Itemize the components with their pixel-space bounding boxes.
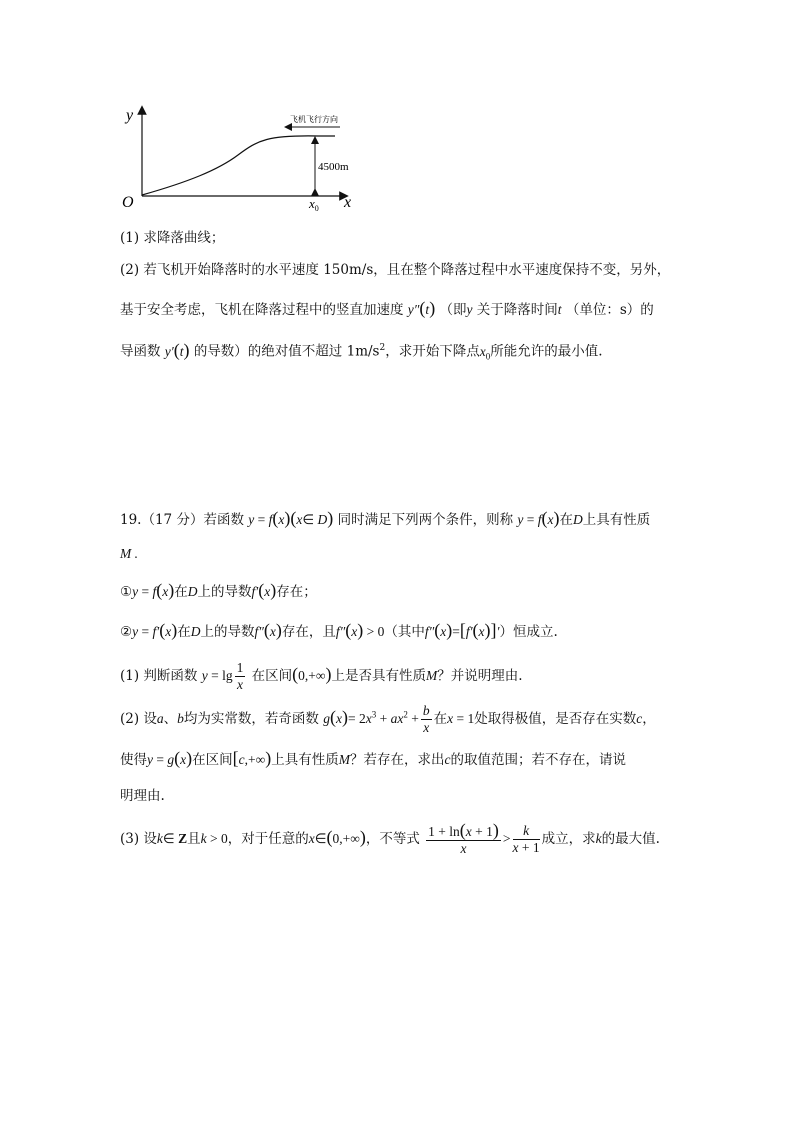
height-label: 4500m	[318, 161, 349, 173]
q19-intro: 19.（17 分）若函数 y = f(x)(x∈ D) 同时满足下列两个条件，则称 y = f(x)在D上具有性质	[120, 508, 651, 528]
origin-label: O	[122, 194, 134, 211]
x-axis-label: x	[344, 194, 352, 211]
q19-condition1: ①y = f(x)在D上的导数f′(x)存在；	[120, 580, 317, 600]
x0-label: $x_0$	[309, 196, 319, 213]
q18-part1: (1) 求降落曲线；	[120, 230, 225, 246]
descent-curve-figure	[118, 100, 368, 215]
direction-label: 飞机飞行方向	[290, 115, 338, 124]
q19-condition2: ②y = f′(x)在D上的导数f″(x)存在，且f″(x) > 0（其中f″(x)=[f′(x)]′）恒成立.	[120, 620, 558, 640]
q19-part1: (1) 判断函数 y = lg $\frac{1}{x}$ 在区间(0,+∞)上是否具有性质M？并说明理由.	[120, 660, 523, 692]
q18-part2-line1: (2) 若飞机开始降落时的水平速度 150m/s，且在整个降落过程中水平速度保持不变，另外，	[120, 262, 671, 278]
q18-part2-line3: 导函数 y′(t) 的导数）的绝对值不超过 $1m/s^2$，求开始下降点$x_0$所能允许的最小值.	[120, 339, 603, 362]
q19-part2-line3: 明理由.	[120, 788, 165, 804]
q19-part2-line1: (2) 设a、b均为实常数，若奇函数 $g(x)= 2x^3 + ax^2$ + $\frac{b}{x}$ 在x = 1处取得极值，是否存在实数c，	[120, 703, 656, 735]
q19-part2-line2: 使得y = g(x)在区间[c,+∞)上具有性质M？若存在，求出c的取值范围；若不存在，请说	[120, 748, 626, 768]
y-axis-label: y	[126, 107, 134, 124]
q19-part3: (3) 设k∈ Z且k > 0，对于任意的x∈(0,+∞)，不等式 $\frac{1 + \ln(x + 1)}{x}$ > $\frac{k}{x + 1}$ 成立，求k的最大值.	[120, 820, 660, 856]
q18-part2-line2: 基于安全考虑，飞机在降落过程中的竖直加速度 y″(t) （即y 关于降落时间t （单位：s）的	[120, 298, 654, 318]
descent-curve	[142, 136, 335, 195]
q19-intro-m: M .	[120, 546, 138, 561]
